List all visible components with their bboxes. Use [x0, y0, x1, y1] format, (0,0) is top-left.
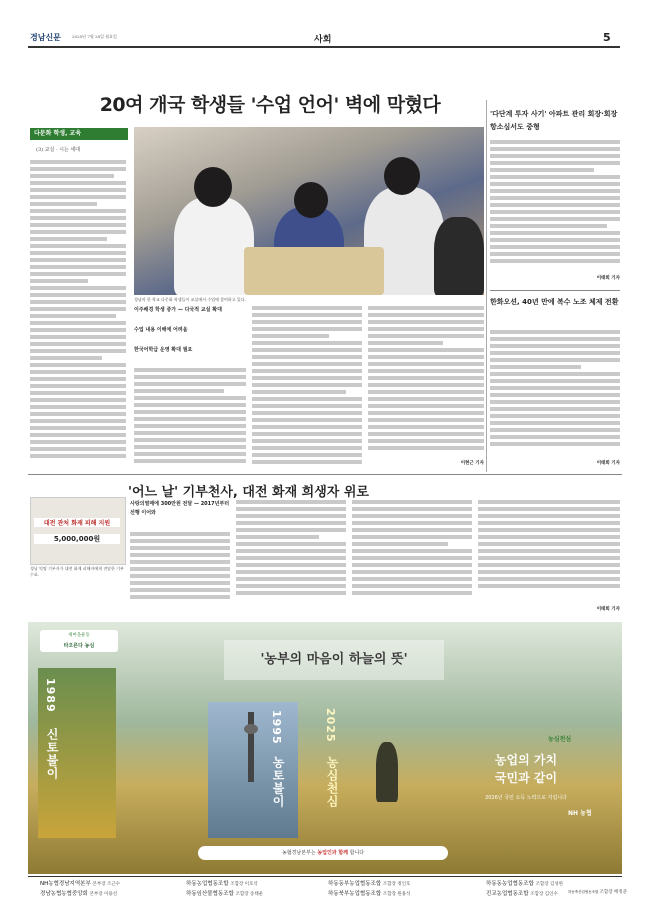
second-body-1: [130, 532, 230, 604]
paper-name: 경남신문: [30, 33, 61, 42]
sidebar-headline-2: 한화오션, 40년 만에 복수 노조 체제 전환: [490, 298, 619, 306]
check-amount: 5,000,000원: [34, 534, 120, 544]
nonghyup-advertisement: [28, 622, 622, 874]
sponsor-3: 하동동부농업협동조합 조합장 정인호: [328, 881, 411, 887]
ad-main-line-2: 국민과 같이: [494, 771, 558, 785]
ad-panel-2025: [318, 708, 358, 838]
second-body-2: [236, 500, 346, 604]
sidebar-byline-2: 이태희 기자: [596, 461, 620, 466]
ad-brand: 농심천심: [548, 736, 572, 743]
body-column-2: [134, 368, 246, 470]
sidebar-rule: [490, 290, 620, 291]
second-byline: 이태희 기자: [596, 607, 620, 612]
sidebar-byline-1: 이태희 기자: [596, 276, 620, 281]
body-column-3: [252, 306, 362, 470]
donation-check-image: [30, 497, 126, 565]
main-byline: 이현근 기자: [460, 461, 484, 466]
main-subhead-1: 이주배경 학생 증가 — 다국적 교실 확대: [134, 307, 222, 313]
main-headline: 20여 개국 학생들 '수업 언어' 벽에 막혔다: [99, 94, 441, 116]
check-title: 대전 관처 화재 피해 지원: [34, 518, 120, 527]
section-title: 사회: [314, 35, 332, 45]
ad-tagline: 2026년 국민 소득 노력으로 지킵니다: [485, 795, 567, 801]
main-subhead-2: 수업 내용 이해에 어려움: [134, 327, 188, 333]
body-column-4: [368, 306, 484, 456]
sponsor-2: 하동농업협동조합 조합장 이호석: [186, 881, 258, 887]
ad-panel-1989: [38, 668, 116, 838]
sidebar-body-1: [490, 140, 620, 272]
ad-year-2025: 2025: [324, 708, 337, 743]
paper-date: 2025년 7월 28일 월요일: [72, 34, 117, 39]
second-body-3: [352, 500, 472, 604]
body-column-1: [30, 160, 126, 470]
farmer-figure: [376, 742, 398, 802]
second-body-4: [478, 500, 620, 604]
sidebar-divider: [486, 100, 487, 472]
sponsor-7: 하동북부농업협동조합 조합장 원용석: [328, 891, 411, 897]
ad-main-line-1: 농업의 가치: [494, 753, 558, 767]
ad-ribbon: 농협경남본부는 농업인과 함께 합니다: [198, 846, 448, 860]
ad-campaign-logo: 새마을운동 타오른다 농심: [40, 630, 118, 652]
sponsor-9: 하동축산업협동조합 조합장 배정준: [568, 890, 628, 895]
second-subhead: 사랑의열매에 300만원 전달 — 2017년부터 선행 이어와: [130, 501, 230, 516]
ad-nh-logo: NH 농협: [568, 810, 592, 817]
series-badge: 다문화 학생, 교육: [30, 128, 128, 140]
page-number: 5: [603, 31, 611, 44]
ad-label-1989: 신토불이: [45, 728, 59, 780]
photo-caption: 경남의 한 학교 다문화 학생들이 교실에서 수업에 참여하고 있다.: [134, 297, 246, 302]
ad-year-1989: 1989: [44, 678, 57, 713]
sponsor-rule: [28, 876, 622, 877]
sponsor-5: 경남농협농협중앙회 본부장 이용선: [40, 891, 118, 897]
sidebar-headline-1: '다단계 투자 사기' 아파트 관리 회장·회장 항소심서도 중형: [490, 110, 618, 131]
section-rule: [28, 474, 622, 475]
students-photo: [134, 127, 484, 295]
sponsor-8: 진교농업협동조합 조합장 김인수: [486, 891, 558, 897]
ad-label-1995: 농토불이: [271, 756, 285, 808]
series-label: (3) 교실 · 시는 세대: [36, 147, 81, 153]
ad-label-2025: 농심천심: [325, 756, 339, 808]
main-subhead-3: 한국어학급 운영 확대 필요: [134, 347, 193, 353]
sponsor-1: NH농협경남지역본부 본부장 조근수: [40, 881, 121, 887]
sponsor-6: 하동임산물협동조합 조합장 송태운: [186, 891, 264, 897]
sidebar-body-2: [490, 330, 620, 456]
sponsor-4: 하동동농업협동조합 조합장 김성한: [486, 881, 564, 887]
header-rule: [28, 46, 620, 48]
second-headline: '어느 날' 기부천사, 대전 화재 희생자 위로: [128, 485, 369, 500]
ad-slogan: '농부의 마음이 하늘의 뜻': [224, 640, 444, 680]
ad-year-1995: 1995: [270, 710, 283, 745]
ad-panel-1995: [208, 702, 298, 838]
check-caption: 경남 익명 기부자가 대전 화재 피해자에게 전달한 기부 수표.: [30, 566, 124, 577]
